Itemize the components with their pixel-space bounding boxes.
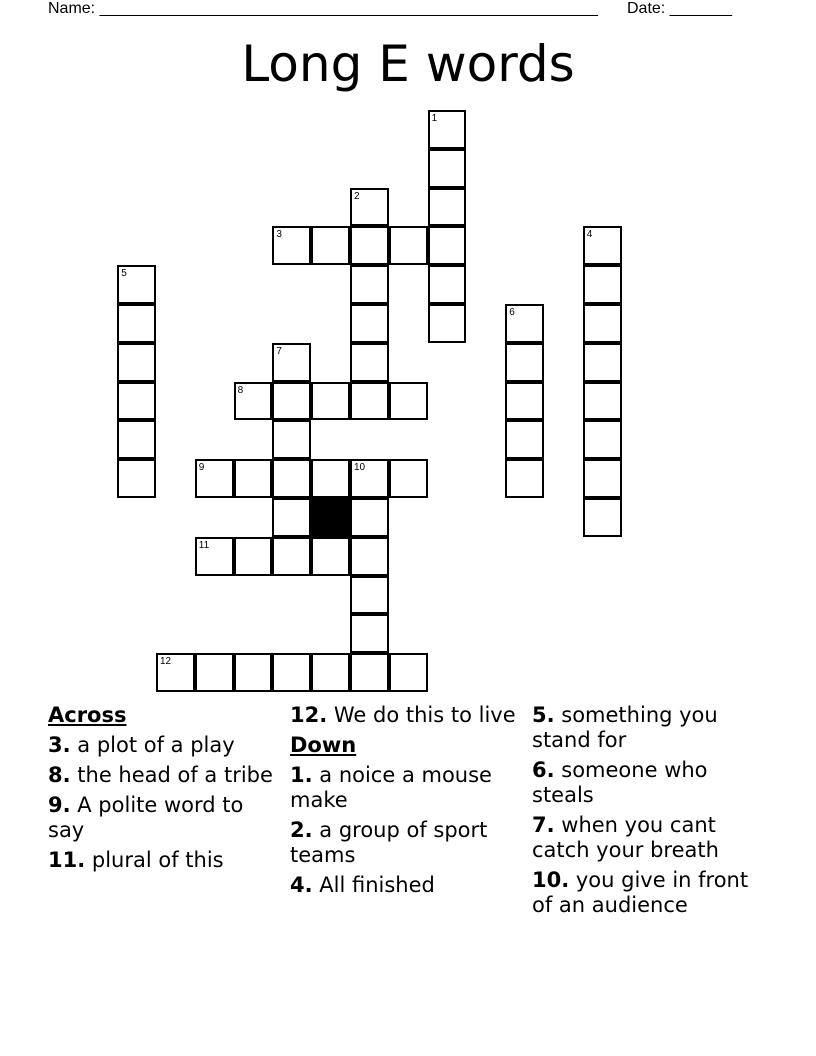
clue-number: 5	[121, 268, 127, 280]
clue-across-11: 11. plural of this	[48, 848, 224, 872]
clue-down-4: 4. All finished	[290, 873, 435, 897]
clue-down-10: 10. you give in front of an audience	[532, 868, 749, 917]
grid-cell[interactable]	[350, 614, 389, 653]
grid-cell[interactable]	[350, 188, 389, 227]
clue-down-5: 5. something you stand for	[532, 703, 718, 752]
clue-number: 9	[198, 462, 205, 474]
grid-cell[interactable]	[195, 537, 234, 576]
grid-cell[interactable]	[311, 653, 350, 692]
grid-cell-blocked	[311, 498, 350, 537]
date-field: Date: _______	[627, 0, 732, 17]
grid-cell[interactable]	[234, 653, 273, 692]
grid-cell[interactable]	[428, 149, 467, 188]
grid-cell[interactable]	[234, 537, 273, 576]
grid-cell[interactable]	[428, 110, 467, 149]
clues-column-2	[290, 703, 520, 903]
grid-cell[interactable]	[350, 459, 389, 498]
clue-down-1: 1. a noice a mouse make	[290, 763, 492, 812]
grid-cell[interactable]	[272, 420, 311, 459]
grid-cell[interactable]	[350, 304, 389, 343]
grid-cell[interactable]	[583, 382, 622, 421]
clue-number: 8	[237, 384, 244, 396]
grid-cell[interactable]	[350, 226, 389, 265]
clue-number: 6	[509, 307, 515, 318]
grid-cell[interactable]	[428, 188, 467, 227]
grid-cell[interactable]	[311, 459, 350, 498]
clue-number: 11	[198, 539, 210, 551]
grid-cell[interactable]	[583, 226, 622, 265]
clue-across-12: 12. We do this to live	[290, 703, 516, 727]
grid-cell[interactable]	[505, 343, 544, 382]
clue-down-2: 2. a group of sport teams	[290, 818, 488, 867]
grid-cell[interactable]	[272, 226, 311, 265]
grid-cell[interactable]	[195, 653, 234, 692]
grid-cell[interactable]	[234, 382, 273, 421]
clue-down-6: 6. someone who steals	[532, 758, 708, 807]
grid-cell[interactable]	[350, 382, 389, 421]
clue-number: 3	[276, 229, 282, 241]
grid-cell[interactable]	[505, 304, 544, 343]
grid-cell[interactable]	[428, 265, 467, 304]
grid-cell[interactable]	[389, 226, 428, 265]
clue-number: 1	[431, 113, 438, 124]
grid-cell[interactable]	[350, 576, 389, 615]
grid-cell[interactable]	[583, 304, 622, 343]
grid-cell[interactable]	[311, 382, 350, 421]
grid-cell[interactable]	[117, 343, 156, 382]
clue-number: 7	[276, 345, 282, 357]
clue-down-7: 7. when you cant catch your breath	[532, 813, 719, 862]
grid-cell[interactable]	[195, 459, 234, 498]
page-title: Long E words	[241, 35, 575, 93]
grid-cell[interactable]	[389, 382, 428, 421]
grid-cell[interactable]	[389, 653, 428, 692]
grid-cell[interactable]	[583, 459, 622, 498]
clue-across-8: 8. the head of a tribe	[48, 763, 273, 787]
grid-cell[interactable]	[272, 382, 311, 421]
clue-number: 4	[586, 229, 593, 241]
grid-cell[interactable]	[505, 420, 544, 459]
grid-cell[interactable]	[156, 653, 195, 692]
grid-cell[interactable]	[311, 226, 350, 265]
grid-cell[interactable]	[117, 459, 156, 498]
grid-cell[interactable]	[272, 459, 311, 498]
grid-cell[interactable]	[117, 420, 156, 459]
clue-across-3: 3. a plot of a play	[48, 733, 235, 757]
clues-column-3	[532, 703, 772, 923]
grid-cell[interactable]	[350, 537, 389, 576]
grid-cell[interactable]	[272, 498, 311, 537]
grid-cell[interactable]	[272, 537, 311, 576]
clue-number: 12	[160, 656, 172, 668]
clue-number: 10	[354, 462, 366, 474]
grid-cell[interactable]	[505, 382, 544, 421]
name-field: Name: ________________________________________________________	[48, 0, 598, 17]
grid-cell[interactable]	[350, 265, 389, 304]
clue-across-9: 9. A polite word to say	[48, 793, 244, 842]
grid-cell[interactable]	[311, 537, 350, 576]
grid-cell[interactable]	[117, 265, 156, 304]
across-heading: Across	[48, 703, 127, 727]
grid-cell[interactable]	[583, 343, 622, 382]
clues-column-1	[48, 703, 278, 878]
grid-cell[interactable]	[350, 653, 389, 692]
grid-cell[interactable]	[350, 498, 389, 537]
grid-cell[interactable]	[505, 459, 544, 498]
grid-cell[interactable]	[272, 343, 311, 382]
grid-cell[interactable]	[350, 343, 389, 382]
grid-cell[interactable]	[583, 498, 622, 537]
grid-cell[interactable]	[583, 265, 622, 304]
grid-cell[interactable]	[389, 459, 428, 498]
grid-cell[interactable]	[234, 459, 273, 498]
grid-cell[interactable]	[272, 653, 311, 692]
grid-cell[interactable]	[428, 304, 467, 343]
clue-number: 2	[354, 190, 360, 202]
down-heading: Down	[290, 733, 357, 757]
grid-cell[interactable]	[117, 382, 156, 421]
grid-cell[interactable]	[117, 304, 156, 343]
grid-cell[interactable]	[583, 420, 622, 459]
grid-cell[interactable]	[428, 226, 467, 265]
